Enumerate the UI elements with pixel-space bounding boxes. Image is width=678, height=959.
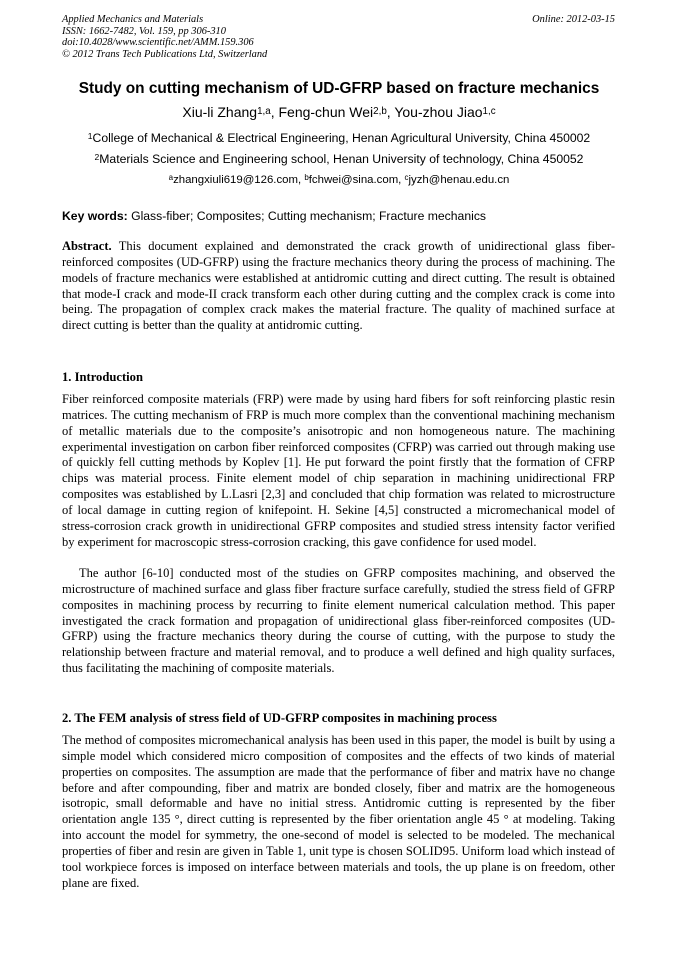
- author-name: Feng-chun Wei: [278, 104, 374, 120]
- keywords: [62, 209, 616, 223]
- author-affil-mark: 2,b: [373, 105, 387, 117]
- author-name: Xiu-li Zhang: [182, 104, 258, 120]
- journal-header: [62, 14, 267, 60]
- doi-line: doi:10.4028/www.scientific.net/AMM.159.306: [62, 37, 254, 48]
- email-text: fchwei@sina.com,: [308, 174, 405, 186]
- copyright-line: © 2012 Trans Tech Publications Ltd, Switzerland: [62, 48, 268, 60]
- paper-title: Study on cutting mechanism of UD-GFRP based on fracture mechanics: [78, 80, 600, 97]
- author-name: You-zhou Jiao: [394, 104, 483, 120]
- online-date: Online: 2012-03-15: [532, 14, 615, 25]
- keywords-text: Glass-fiber; Composites; Cutting mechanism; Fracture mechanics: [127, 209, 487, 223]
- email-mark: b: [304, 173, 309, 183]
- affil-text: College of Mechanical & Electrical Engineering, Henan Agricultural University, China 450002: [92, 131, 591, 145]
- author-affil-mark: 1,c: [482, 105, 496, 117]
- abstract-label: Abstract.: [62, 239, 112, 253]
- email-text: zhangxiuli619@126.com,: [173, 174, 305, 186]
- email-mark: a: [168, 173, 174, 183]
- email-text: jyzh@henau.edu.cn: [408, 174, 510, 186]
- fem-paragraph-1: The method of composites micromechanical analysis has been used in this paper, the model is built by using a simple model which considered micro composition of composites and the effects of two kinds of material properties on composites. The assumption are made that the performance of fiber and matrix have no change before and after compounding, fiber and matrix are bonded closely, fiber and matrix are the homogeneous isotropic, small deformable and have no initial stress. Antidromic cutting is represented by the fiber orientation angle 135 °, direct cutting is represented by the fiber orientation angle 45 ° at modeling. Taking into account the model for symmetry, the one-second of model is selected to be modeled. The mechanical properties of fiber and resin are given in Table 1, unit type is chosen SOLID95. Uniform load which instead of tool workpiece forces is imposed on interface between materials and tools, the up plane is on freedom, other plane are fixed.: [62, 733, 615, 890]
- affil-text: Materials Science and Engineering school, Henan University of technology, China 450052: [99, 152, 584, 166]
- intro-paragraph-2: The author [6-10] conducted most of the studies on GFRP composites machining, and observed the microstructure of machined surface and glass fiber fracture surface carefully, studied the stress field of GFRP composites in machining process by recurring to finite element numerical calculation method. This paper investigated the crack formation and propagation of unidirectional glass fiber-reinforced composites (UD-GFRP) using the fracture mechanics theory during the course of cutting, with the purpose to study the relationship between fracture and material removal, and to produce a well defined and high quality surfaces, thus facilitating the machining of composite materials.: [62, 566, 615, 676]
- section-heading-introduction: 1. Introduction: [62, 370, 143, 384]
- journal-name: Applied Mechanics and Materials: [62, 14, 204, 25]
- affiliation-2: [62, 152, 616, 166]
- author-affil-mark: 1,a: [257, 105, 271, 117]
- abstract: [62, 239, 615, 334]
- email-list: [62, 174, 616, 186]
- affil-mark: 2: [94, 152, 100, 163]
- intro-paragraph-1: Fiber reinforced composite materials (FRP) were made by using hard fibers for soft reinforcing plastic resin matrices. The cutting mechanism of FRP is much more complex than the conventional machining mechanism of metallic materials due to the composite’s anisotropic and non homogeneous nature. The machining experimental investigation on carbon fiber reinforced composites (CFRP) was carried out through making use of quickly fell cutting methods by Koplev [1]. He put forward the point firstly that the formation of CFRP chips was material process. Finite element model of chip separation in machining unidirectional FRP composites was established by L.Lasri [2,3] and concluded that chip formation was related to microstructure of local damage in cutting region of knifepoint. H. Sekine [4,5] constructed a micromechanical model of stress-corrosion crack growth in unidirectional GFRP composites and studied stress intensity factor verified by experiment for macroscopic stress-corrosion cracking, this gave confidence for used model.: [62, 392, 615, 549]
- abstract-text: This document explained and demonstrated the crack growth of unidirectional glass fiber-reinforced composites (UD-GFRP) using the fracture mechanics theory during the process of machining. The models of fracture mechanics were established at antidromic cutting and direct cutting. The result is obtained that mode-I crack and mode-II crack transform each other during cutting and the complex crack is come into being. The propagation of complex crack makes the material fracture. The quality of machined surface at direct cutting is better than the quality at antidromic cutting.: [62, 239, 615, 333]
- keywords-label: Key words:: [62, 209, 128, 223]
- issn-line: ISSN: 1662-7482, Vol. 159, pp 306-310: [62, 25, 226, 37]
- affil-mark: 1: [87, 131, 93, 142]
- affiliation-1: [62, 131, 616, 145]
- section-heading-fem-analysis: 2. The FEM analysis of stress field of UD-GFRP composites in machining process: [62, 711, 497, 725]
- email-mark: c: [404, 173, 409, 183]
- author-list: Xiu-li Zhang$^{1,a}$, Feng-chun Wei$^{2,b}$, You-zhou Jiao$^{1,c}$: [182, 104, 496, 120]
